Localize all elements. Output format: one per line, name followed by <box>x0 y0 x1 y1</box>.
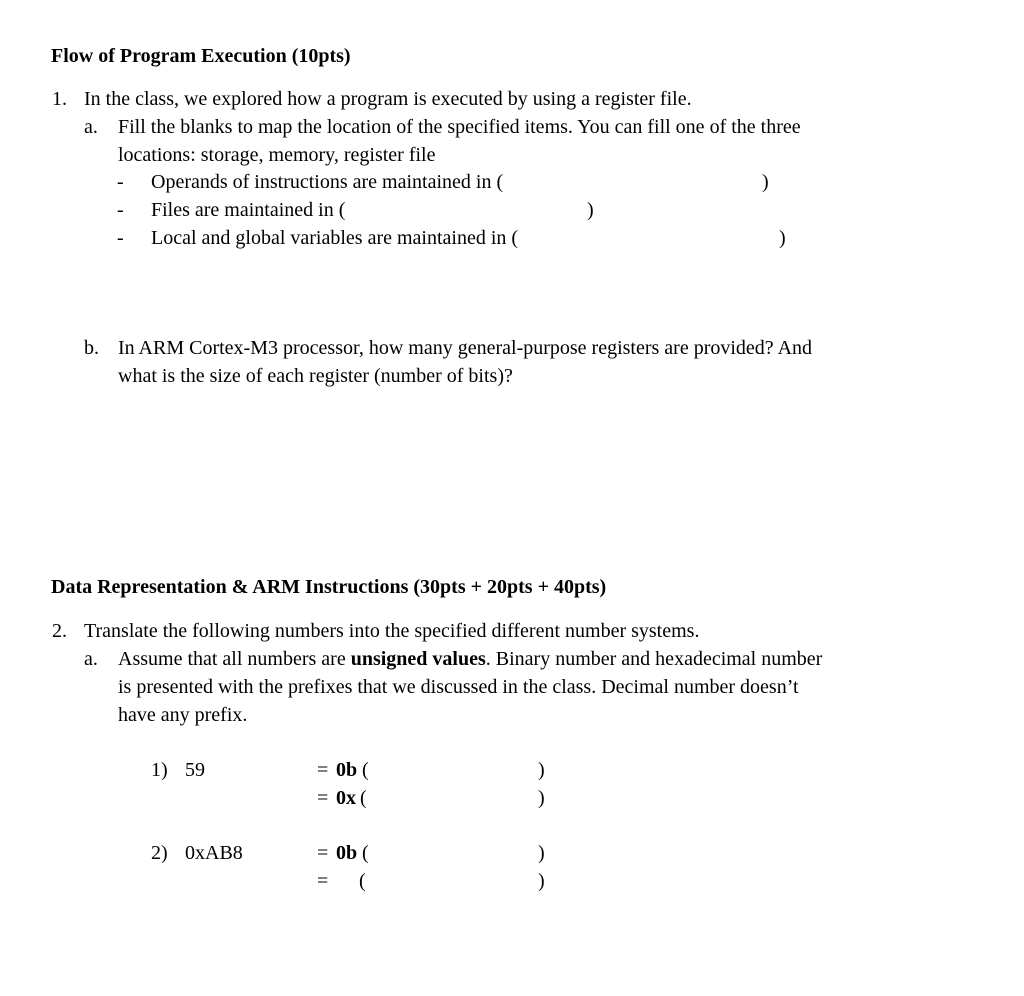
q2-number: 2. <box>52 620 67 642</box>
bullet-dash: - <box>117 199 124 221</box>
q2a-unsigned-emphasis: unsigned values <box>350 648 486 670</box>
q2a-line1-pre: Assume that all numbers are <box>118 648 351 670</box>
bullet-variables: Local and global variables are maintained in ( <box>151 227 519 249</box>
bullet-operands: Operands of instructions are maintained in ( <box>151 171 504 193</box>
item2-row2-eq: = <box>317 870 329 892</box>
item2-value: 0xAB8 <box>185 842 243 864</box>
q2a-line3: have any prefix. <box>118 704 248 726</box>
item1-row2-eq: = <box>317 787 329 809</box>
item1-label: 1) <box>151 759 168 781</box>
q1b-label: b. <box>84 337 99 359</box>
item2-row1-prefix: 0b <box>336 842 358 864</box>
q2a-line1-post: . Binary number and hexadecimal number <box>485 648 823 670</box>
item2-row2-open: ( <box>359 870 366 892</box>
q2a-label: a. <box>84 648 98 670</box>
blank-operands-close[interactable]: ) <box>762 171 769 193</box>
item2-row1-close[interactable]: ) <box>538 842 545 864</box>
q2-text: Translate the following numbers into the specified different number systems. <box>84 620 700 642</box>
blank-variables-close[interactable]: ) <box>779 227 786 249</box>
item2-row1-open: ( <box>362 842 369 864</box>
q1a-label: a. <box>84 116 98 138</box>
item1-value: 59 <box>185 759 205 781</box>
bullet-dash: - <box>117 227 124 249</box>
q2a-line1 <box>118 645 822 673</box>
section1-title: Flow of Program Execution (10pts) <box>51 45 351 67</box>
q1b-line2: what is the size of each register (number of bits)? <box>118 365 513 387</box>
section2-title: Data Representation & ARM Instructions (30pts + 20pts + 40pts) <box>51 576 607 598</box>
item1-row2-open: ( <box>360 787 367 809</box>
q1a-line2: locations: storage, memory, register file <box>118 144 436 166</box>
q1-text: In the class, we explored how a program is executed by using a register file. <box>84 88 692 110</box>
bullet-dash: - <box>117 171 124 193</box>
q1-number: 1. <box>52 88 67 110</box>
item2-row1-eq: = <box>317 842 329 864</box>
item1-row2-close[interactable]: ) <box>538 787 545 809</box>
item2-label: 2) <box>151 842 168 864</box>
q1b-line1: In ARM Cortex-M3 processor, how many general-purpose registers are provided? And <box>118 337 813 359</box>
item1-row1-open: ( <box>362 759 369 781</box>
q2a-line2: is presented with the prefixes that we discussed in the class. Decimal number doesn’t <box>118 676 799 698</box>
item1-row2-prefix: 0x <box>336 787 356 809</box>
item1-row1-prefix: 0b <box>336 759 358 781</box>
item2-row2-close[interactable]: ) <box>538 870 545 892</box>
q1a-line1: Fill the blanks to map the location of the specified items. You can fill one of the three <box>118 116 801 138</box>
item1-row1-eq: = <box>317 759 329 781</box>
blank-files-close[interactable]: ) <box>587 199 594 221</box>
bullet-files: Files are maintained in ( <box>151 199 346 221</box>
item1-row1-close[interactable]: ) <box>538 759 545 781</box>
